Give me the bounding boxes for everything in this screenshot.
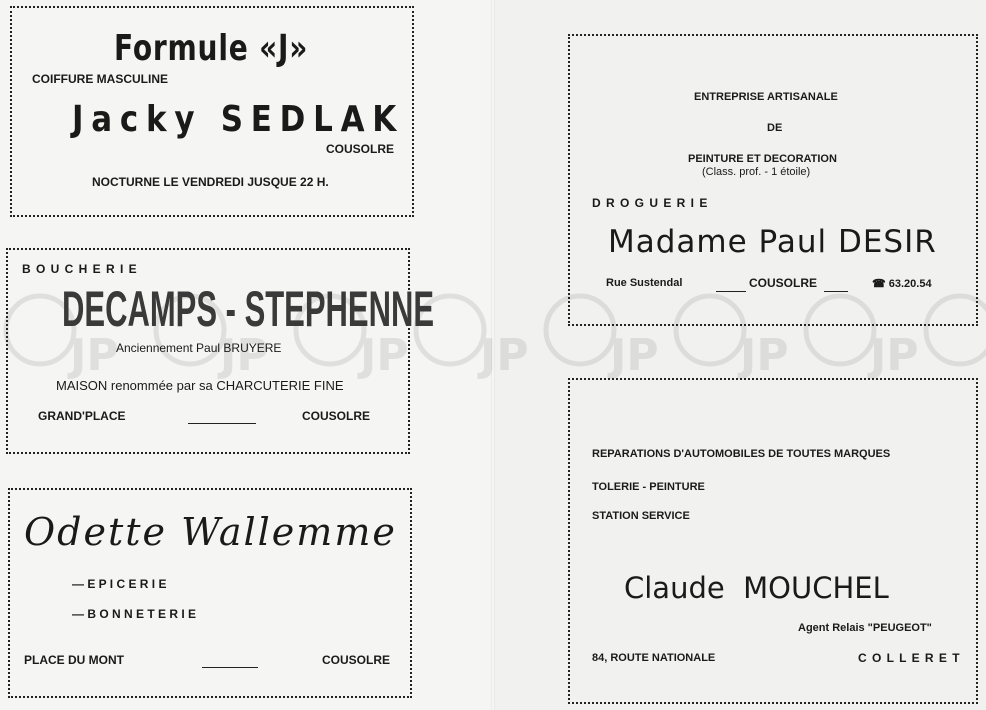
ad1-town: COUSOLRE — [326, 142, 395, 156]
ad3-address: PLACE DU MONT — [24, 653, 124, 667]
ad2-former: Anciennement Paul BRUYERE — [116, 341, 282, 355]
ad5-line2: TOLERIE - PEINTURE — [592, 481, 705, 493]
ad2-name: DECAMPS - STEPHENNE — [62, 281, 435, 337]
ad4-trade: D R O G U E R I E — [592, 196, 709, 210]
ad3-item2: — B O N N E T E R I E — [72, 607, 197, 621]
ad-paul-desir — [568, 34, 978, 326]
ad-formule-j — [10, 6, 414, 217]
ad3-town: COUSOLRE — [322, 653, 391, 667]
ad2-trade: B O U C H E R I E — [22, 262, 138, 276]
ad4-phone: ☎ 63.20.54 — [872, 278, 932, 290]
ad5-agent: Agent Relais "PEUGEOT" — [798, 622, 932, 634]
ad4-sep2 — [824, 283, 848, 301]
ad4-name: Madame Paul DESIR — [608, 224, 937, 260]
ad3-separator — [202, 659, 258, 677]
ad1-hours: NOCTURNE LE VENDREDI JUSQUE 22 H. — [92, 175, 329, 189]
ad4-line4: (Class. prof. - 1 étoile) — [702, 166, 811, 178]
ad3-name: Odette Wallemme — [24, 510, 397, 554]
ad4-sep1 — [716, 283, 746, 301]
ad-boucherie — [6, 248, 435, 454]
ad4-street: Rue Sustendal — [606, 277, 683, 289]
ad4-line3: PEINTURE ET DECORATION — [688, 153, 837, 165]
ad1-name: Jacky SEDLAK — [72, 99, 405, 140]
ad5-name: Claude MOUCHEL — [624, 571, 889, 605]
ad3-item1: — E P I C E R I E — [72, 577, 167, 591]
ad5-address: 84, ROUTE NATIONALE — [592, 652, 716, 664]
ad2-separator — [188, 415, 256, 433]
ad4-town: COUSOLRE — [749, 276, 818, 290]
ad2-address: GRAND'PLACE — [38, 409, 126, 423]
ad1-brand: Formule «J» — [114, 28, 309, 69]
page-fold — [491, 0, 495, 710]
ad2-town: COUSOLRE — [302, 409, 371, 423]
ad1-line1: COIFFURE MASCULINE — [32, 72, 168, 86]
ad4-line1: ENTREPRISE ARTISANALE — [694, 91, 838, 103]
ad2-slogan: MAISON renommée par sa CHARCUTERIE FINE — [56, 378, 344, 393]
ad-odette-wallemme — [8, 488, 412, 698]
ad-claude-mouchel — [568, 378, 978, 704]
ad5-town: C O L L E R E T — [858, 651, 961, 665]
ad4-line2: DE — [767, 122, 783, 134]
ad5-line3: STATION SERVICE — [592, 510, 690, 522]
ad5-line1: REPARATIONS D'AUTOMOBILES DE TOUTES MARQUES — [592, 448, 891, 460]
